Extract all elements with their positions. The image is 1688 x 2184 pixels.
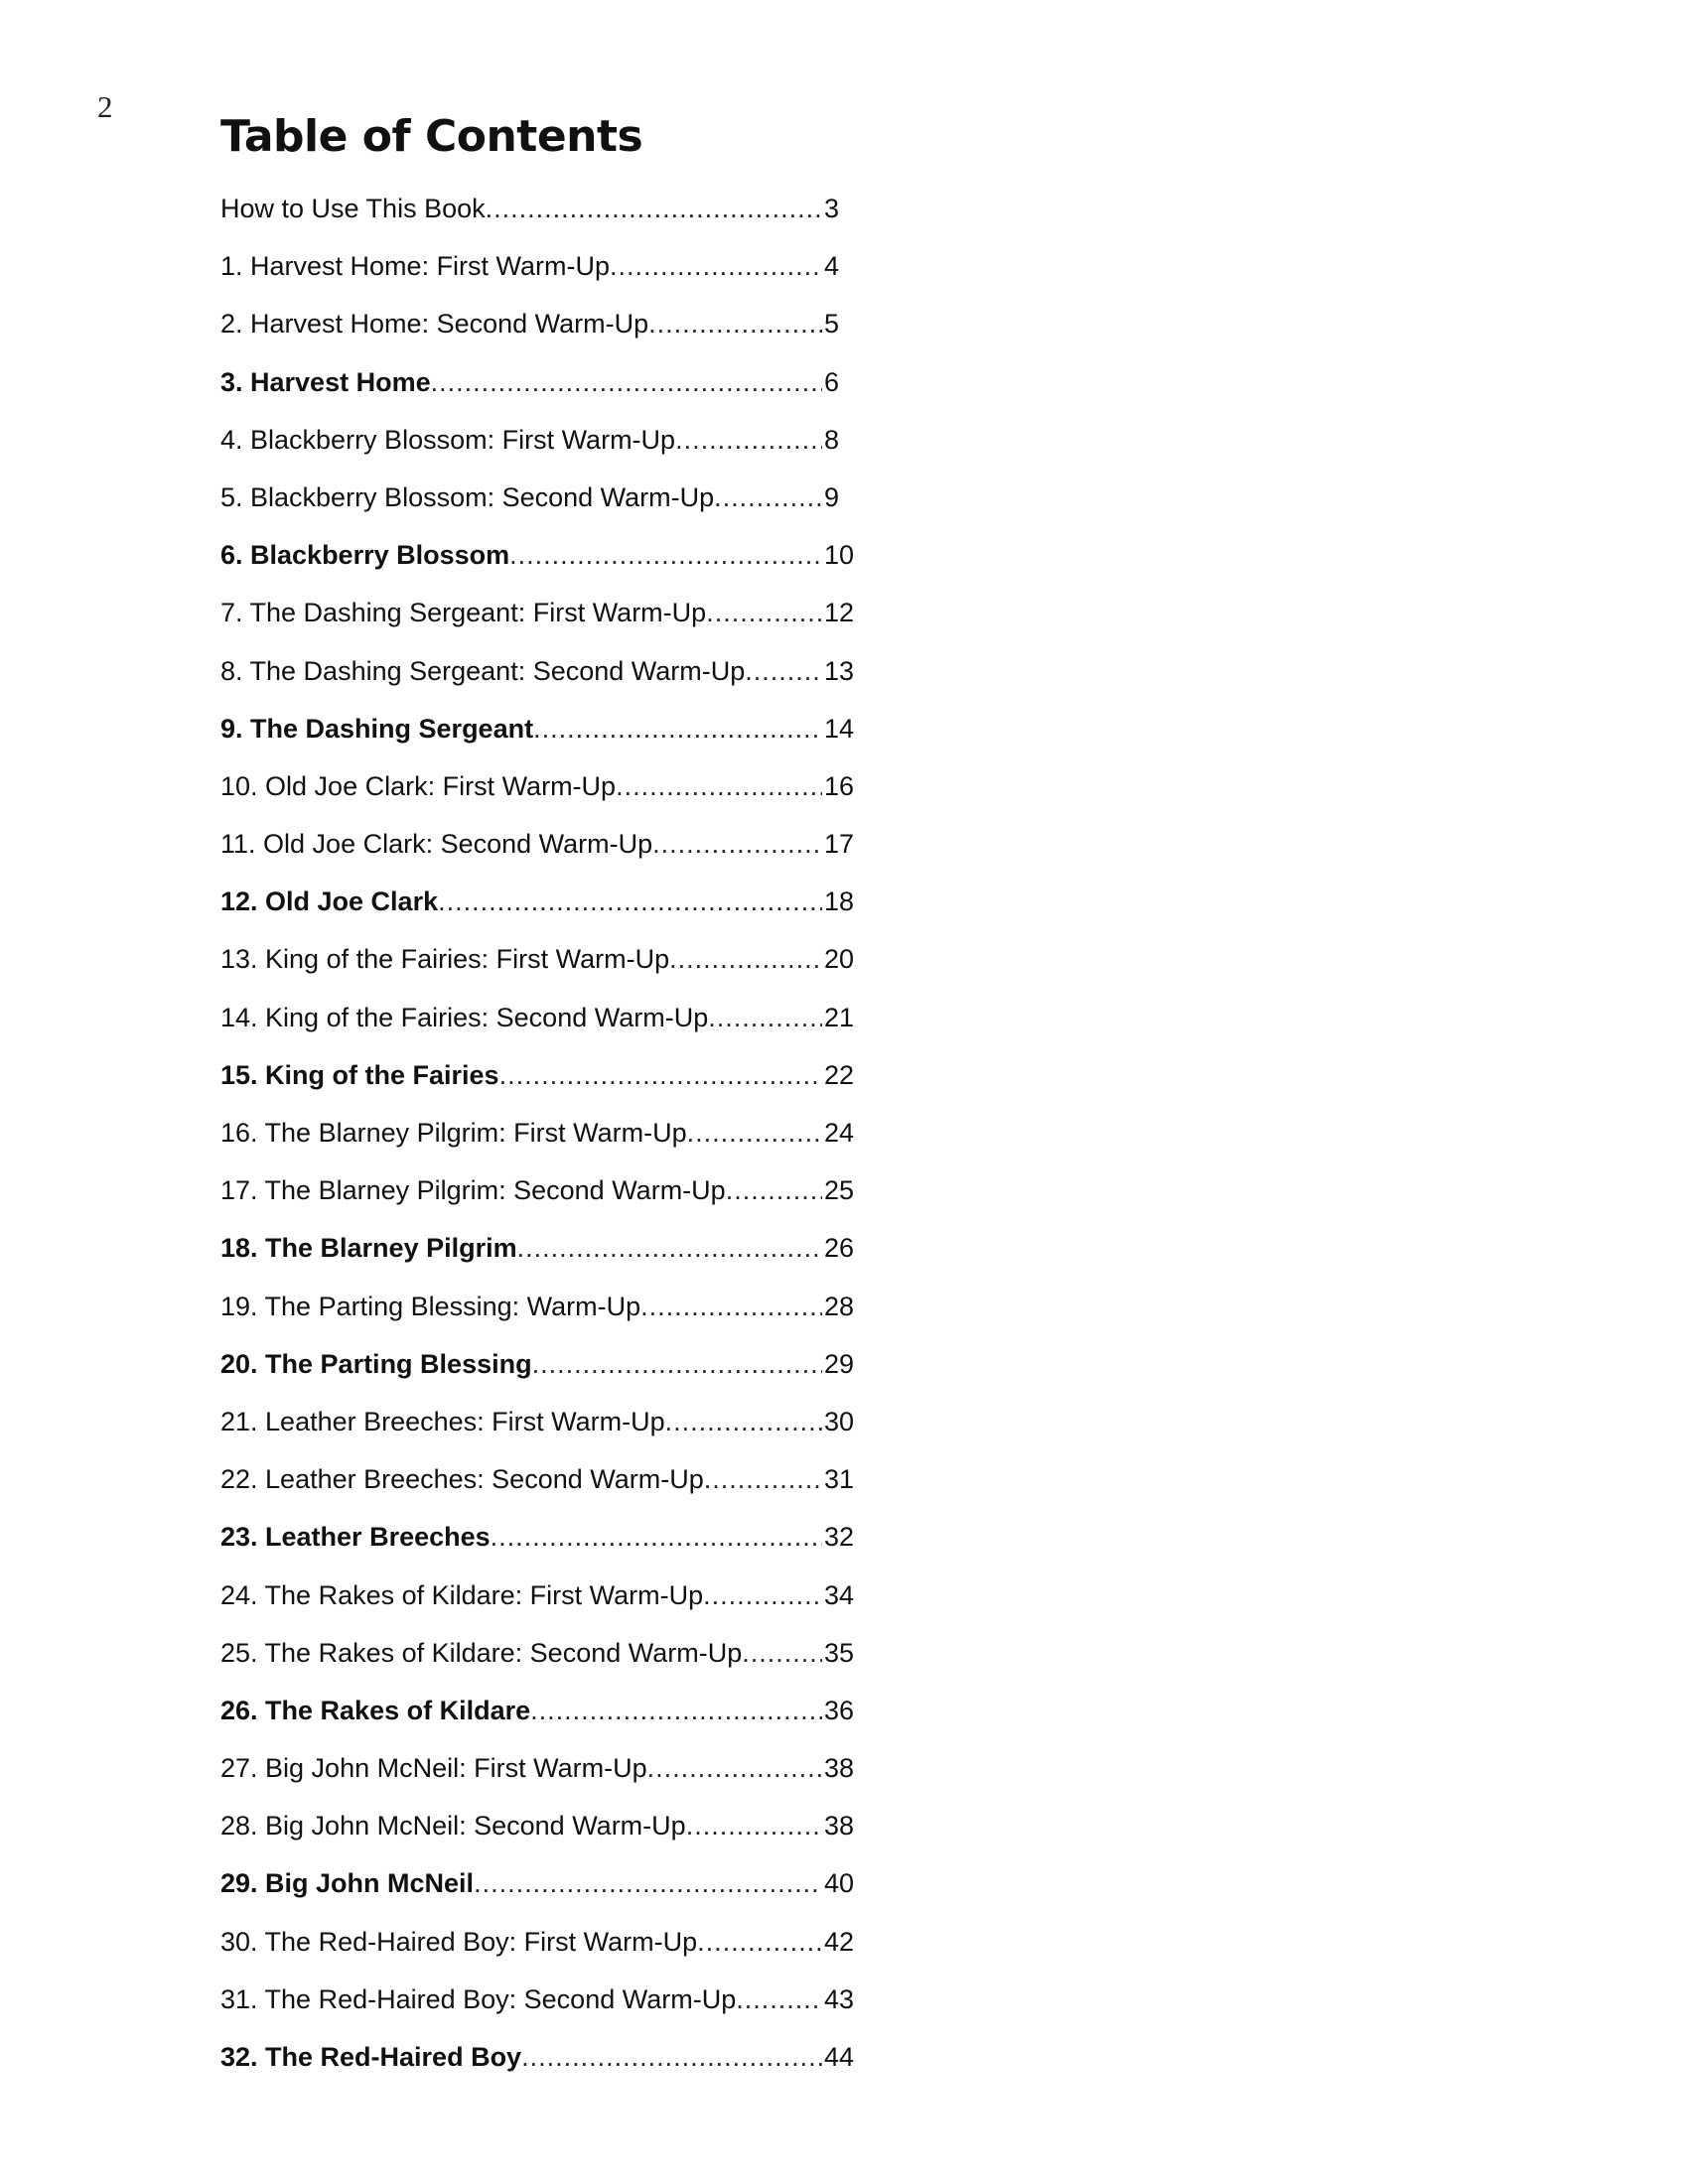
toc-entry-page: 32: [824, 1522, 855, 1553]
dot-leader: [706, 595, 822, 630]
toc-entry-label: 5. Blackberry Blossom: Second Warm-Up: [220, 481, 715, 512]
toc-entry[interactable]: [220, 1577, 866, 1635]
dot-leader: [708, 1000, 822, 1035]
toc-entry-label: 3. Harvest Home: [220, 366, 431, 397]
dot-leader: [517, 1230, 822, 1266]
dot-leader: [431, 364, 822, 400]
dot-leader: [669, 941, 822, 977]
toc-entry-page: 38: [824, 1811, 855, 1842]
toc-entry-label: 16. The Blarney Pilgrim: First Warm-Up: [220, 1118, 687, 1148]
dot-leader: [697, 1924, 822, 1960]
toc-entry[interactable]: [220, 653, 866, 711]
toc-entry-label: 9. The Dashing Sergeant: [220, 713, 534, 744]
dot-leader: [652, 826, 822, 862]
toc-entry-page: 18: [824, 887, 855, 917]
toc-entry-page: 9: [824, 481, 840, 512]
toc-entry-label: 7. The Dashing Sergeant: First Warm-Up: [220, 598, 707, 628]
dot-leader: [616, 768, 822, 804]
toc-entry-label: 15. King of the Fairies: [220, 1059, 499, 1090]
toc-entry-label: 27. Big John McNeil: First Warm-Up: [220, 1753, 647, 1784]
toc-entry[interactable]: [220, 1230, 866, 1288]
toc-entry-page: 20: [824, 944, 855, 975]
toc-entry[interactable]: [220, 1924, 866, 1981]
toc-entry-label: 12. Old Joe Clark: [220, 887, 439, 917]
toc-entry[interactable]: [220, 537, 866, 595]
toc-entry[interactable]: [220, 479, 866, 537]
toc-entry[interactable]: [220, 826, 866, 884]
toc-entry[interactable]: [220, 595, 866, 652]
toc-entry-page: 29: [824, 1348, 855, 1379]
toc-entry[interactable]: [220, 1693, 866, 1750]
toc-entry-page: 10: [824, 540, 855, 571]
toc-entry-label: 32. The Red-Haired Boy: [220, 2042, 522, 2072]
toc-entry-page: 6: [824, 366, 840, 397]
toc-entry-label: 19. The Parting Blessing: Warm-Up: [220, 1291, 641, 1321]
toc-entry-page: 35: [824, 1637, 855, 1668]
toc-entry-page: 12: [824, 598, 855, 628]
toc-entry-label: 18. The Blarney Pilgrim: [220, 1233, 517, 1264]
toc-entry-label: 25. The Rakes of Kildare: Second Warm-Up: [220, 1637, 743, 1668]
page-title: Table of Contents: [220, 111, 643, 162]
toc-entry[interactable]: [220, 1057, 866, 1115]
dot-leader: [486, 191, 822, 226]
toc-entry-label: 26. The Rakes of Kildare: [220, 1695, 531, 1725]
toc-entry[interactable]: [220, 2039, 866, 2097]
toc-entry-page: 17: [824, 829, 855, 860]
toc-entry[interactable]: [220, 1808, 866, 1865]
toc-entry[interactable]: [220, 364, 866, 422]
toc-entry[interactable]: [220, 1404, 866, 1461]
toc-entry-label: 10. Old Joe Clark: First Warm-Up: [220, 770, 617, 801]
toc-entry-page: 30: [824, 1406, 855, 1436]
toc-entry[interactable]: [220, 1346, 866, 1404]
toc-entry-page: 26: [824, 1233, 855, 1264]
dot-leader: [491, 1519, 822, 1555]
table-of-contents: [220, 191, 866, 2097]
dot-leader: [704, 1461, 822, 1497]
toc-entry[interactable]: [220, 1172, 866, 1230]
toc-entry-label: 28. Big John McNeil: Second Warm-Up: [220, 1811, 686, 1842]
dot-leader: [726, 1172, 822, 1208]
dot-leader: [640, 1289, 822, 1324]
toc-entry[interactable]: [220, 711, 866, 768]
toc-entry[interactable]: [220, 248, 866, 306]
dot-leader: [647, 1750, 822, 1786]
dot-leader: [509, 537, 822, 573]
toc-entry-page: 38: [824, 1753, 855, 1784]
toc-entry-label: 2. Harvest Home: Second Warm-Up: [220, 309, 649, 340]
toc-entry-page: 14: [824, 713, 855, 744]
dot-leader: [438, 884, 822, 919]
toc-entry-page: 21: [824, 1002, 855, 1032]
dot-leader: [703, 1577, 822, 1613]
toc-entry[interactable]: [220, 884, 866, 941]
dot-leader: [648, 306, 822, 341]
page-number: 2: [97, 89, 113, 124]
toc-entry[interactable]: [220, 306, 866, 363]
toc-entry-label: 11. Old Joe Clark: Second Warm-Up: [220, 829, 653, 860]
toc-entry-label: 30. The Red-Haired Boy: First Warm-Up: [220, 1926, 698, 1957]
toc-entry-label: How to Use This Book: [220, 194, 486, 223]
toc-entry-page: 28: [824, 1291, 855, 1321]
toc-entry-page: 16: [824, 770, 855, 801]
dot-leader: [533, 711, 822, 747]
toc-entry-label: 23. Leather Breeches: [220, 1522, 491, 1553]
toc-entry[interactable]: [220, 1115, 866, 1172]
toc-entry-page: 42: [824, 1926, 855, 1957]
toc-entry[interactable]: [220, 1289, 866, 1346]
toc-entry-page: 22: [824, 1059, 855, 1090]
toc-entry-label: 22. Leather Breeches: Second Warm-Up: [220, 1464, 704, 1495]
toc-entry-page: 4: [824, 251, 840, 282]
toc-entry-page: 40: [824, 1868, 855, 1899]
toc-entry-label: 6. Blackberry Blossom: [220, 540, 510, 571]
dot-leader: [521, 2039, 822, 2075]
toc-entry-page: 31: [824, 1464, 855, 1495]
toc-entry-label: 13. King of the Fairies: First Warm-Up: [220, 944, 670, 975]
toc-entry-page: 34: [824, 1579, 855, 1610]
toc-entry-page: 43: [824, 1983, 855, 2014]
dot-leader: [532, 1346, 822, 1382]
dot-leader: [687, 1115, 822, 1151]
dot-leader: [736, 1981, 822, 2017]
toc-entry-label: 8. The Dashing Sergeant: Second Warm-Up: [220, 655, 746, 686]
dot-leader: [675, 422, 822, 458]
toc-entry-label: 4. Blackberry Blossom: First Warm-Up: [220, 424, 676, 455]
toc-entry[interactable]: [220, 941, 866, 999]
toc-entry-page: 36: [824, 1695, 855, 1725]
toc-entry-label: 24. The Rakes of Kildare: First Warm-Up: [220, 1579, 704, 1610]
toc-entry-page: 44: [824, 2042, 855, 2072]
toc-entry-label: 14. King of the Fairies: Second Warm-Up: [220, 1002, 709, 1032]
toc-entry[interactable]: [220, 1981, 866, 2039]
toc-entry-page: 13: [824, 655, 855, 686]
toc-entry-page: 24: [824, 1118, 855, 1148]
dot-leader: [745, 653, 822, 689]
toc-entry[interactable]: [220, 768, 866, 826]
dot-leader: [530, 1693, 822, 1728]
toc-entry-label: 29. Big John McNeil: [220, 1868, 475, 1899]
toc-entry[interactable]: [220, 191, 866, 248]
toc-entry[interactable]: [220, 1635, 866, 1693]
toc-entry[interactable]: [220, 1865, 866, 1923]
toc-entry[interactable]: [220, 1750, 866, 1808]
dot-leader: [686, 1808, 822, 1843]
toc-entry[interactable]: [220, 1461, 866, 1519]
toc-entry[interactable]: [220, 1519, 866, 1576]
toc-entry[interactable]: [220, 422, 866, 479]
toc-entry-label: 21. Leather Breeches: First Warm-Up: [220, 1406, 665, 1436]
dot-leader: [610, 248, 822, 284]
toc-entry-label: 31. The Red-Haired Boy: Second Warm-Up: [220, 1983, 737, 2014]
toc-entry-page: 3: [824, 194, 840, 223]
toc-entry-page: 5: [824, 309, 840, 340]
dot-leader: [714, 479, 822, 515]
dot-leader: [474, 1865, 822, 1901]
dot-leader: [499, 1057, 822, 1093]
toc-entry-page: 8: [824, 424, 840, 455]
toc-entry-page: 25: [824, 1175, 855, 1206]
toc-entry-label: 1. Harvest Home: First Warm-Up: [220, 251, 611, 282]
dot-leader: [742, 1635, 822, 1671]
toc-entry-label: 17. The Blarney Pilgrim: Second Warm-Up: [220, 1175, 726, 1206]
toc-entry[interactable]: [220, 1000, 866, 1057]
dot-leader: [665, 1404, 822, 1439]
toc-entry-label: 20. The Parting Blessing: [220, 1348, 532, 1379]
